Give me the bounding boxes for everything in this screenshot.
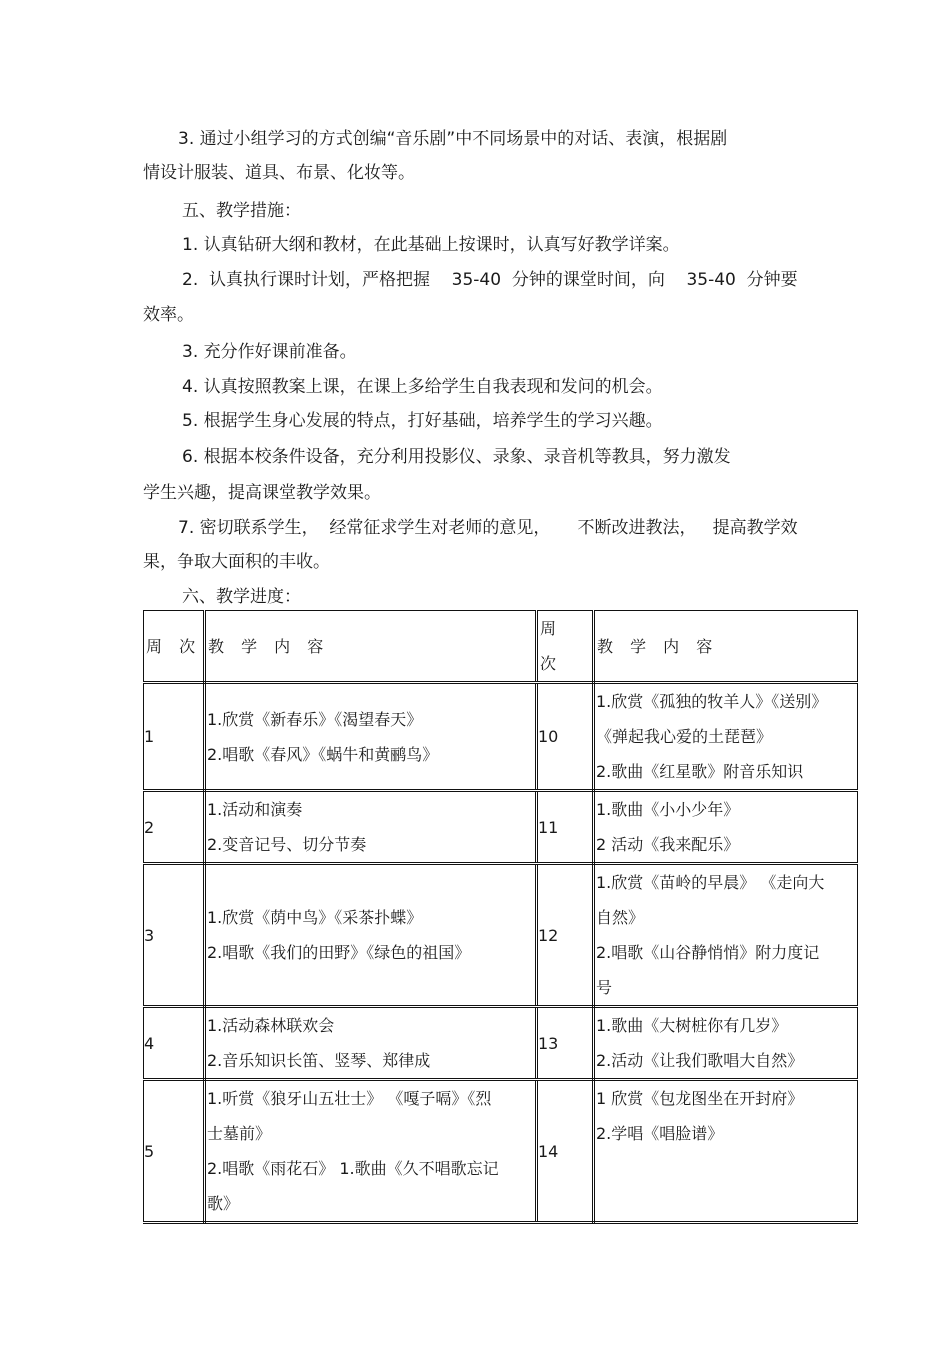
week-cell: 4 <box>144 1007 205 1080</box>
header-week: 周 次 <box>144 611 205 683</box>
content-line <box>595 1151 857 1186</box>
content-line: 1.歌曲《小小少年》 <box>596 800 740 819</box>
content-line: 2.唱歌《山谷静悄悄》附力度记 <box>596 943 820 962</box>
table-row <box>144 1007 858 1080</box>
content-line: 1.听赏《狼牙山五壮士》 《嘎子嗝》《烈 <box>207 1089 492 1108</box>
para-line: 学生兴趣，提高课堂教学效果。 <box>143 483 381 503</box>
para-line: 效率。 <box>143 305 194 325</box>
para-line: 情设计服装、道具、布景、化妆等。 <box>143 163 415 183</box>
content-line: 2.唱歌《雨花石》 1.歌曲《久不唱歌忘记 <box>207 1159 499 1178</box>
content-cell <box>594 683 858 791</box>
content-cell <box>594 791 858 864</box>
table-row <box>144 864 858 1007</box>
table-row <box>144 791 858 864</box>
content-line <box>595 1186 857 1221</box>
week-cell: 11 <box>537 791 594 864</box>
content-cell <box>594 864 858 1007</box>
content-line: 2.音乐知识长笛、竖琴、郑律成 <box>207 1051 431 1070</box>
para-line: 4. 认真按照教案上课，在课上多给学生自我表现和发问的机会。 <box>182 377 663 397</box>
table-row <box>144 683 858 791</box>
content-line: 士墓前》 <box>207 1124 272 1143</box>
section-heading: 六、教学进度： <box>182 587 301 607</box>
content-cell <box>205 683 537 791</box>
content-line: 1.欣赏《孤独的牧羊人》《送别》 <box>596 692 828 711</box>
content-line: 2.变音记号、切分节奏 <box>207 835 367 854</box>
content-cell <box>594 1080 858 1223</box>
content-line: 号 <box>596 978 613 997</box>
content-line: 1 欣赏《包龙图坐在开封府》 <box>596 1089 804 1108</box>
para-line: 3. 通过小组学习的方式创编“音乐剧”中不同场景中的对话、表演，根据剧 <box>178 129 728 149</box>
content-cell <box>205 864 537 1007</box>
content-line: 自然》 <box>596 908 645 927</box>
header-content: 教 学 内 容 <box>594 611 858 683</box>
para-line: 6. 根据本校条件设备，充分利用投影仪、录象、录音机等教具，努力激发 <box>182 447 731 467</box>
week-cell: 14 <box>537 1080 594 1223</box>
content-line: 1.活动森林联欢会 <box>207 1016 335 1035</box>
content-line: 1.欣赏《荫中鸟》《采茶扑蝶》 <box>207 908 423 927</box>
content-line: 1.欣赏《苗岭的早晨》 《走向大 <box>596 873 825 892</box>
content-cell <box>205 1080 537 1223</box>
header-content: 教 学 内 容 <box>205 611 537 683</box>
section-heading: 五、教学措施： <box>182 201 301 221</box>
content-line: 歌》 <box>207 1194 240 1213</box>
schedule-table <box>143 610 858 1224</box>
week-cell: 10 <box>537 683 594 791</box>
header-week: 周 次 <box>537 611 594 683</box>
content-line: 《弹起我心爱的土琵琶》 <box>596 727 773 746</box>
para-line: 果，争取大面积的丰收。 <box>143 552 330 572</box>
para-line: 2. 认真执行课时计划，严格把握 35-40 分钟的课堂时间，向 35-40 分钟要 <box>182 270 798 290</box>
week-cell: 5 <box>144 1080 205 1223</box>
week-cell: 12 <box>537 864 594 1007</box>
content-line: 1.活动和演奏 <box>207 800 303 819</box>
content-line: 2 活动《我来配乐》 <box>596 835 740 854</box>
table-header-row <box>144 611 858 683</box>
table-row <box>144 1080 858 1223</box>
para-line: 3. 充分作好课前准备。 <box>182 342 357 362</box>
content-line: 2.歌曲《红星歌》附音乐知识 <box>596 762 804 781</box>
content-line: 2.唱歌《我们的田野》《绿色的祖国》 <box>207 943 471 962</box>
week-cell: 13 <box>537 1007 594 1080</box>
content-line: 2.活动《让我们歌唱大自然》 <box>596 1051 804 1070</box>
content-cell <box>205 1007 537 1080</box>
week-cell: 3 <box>144 864 205 1007</box>
content-cell <box>594 1007 858 1080</box>
content-line: 2.唱歌《春风》《蜗牛和黄鹂鸟》 <box>207 744 439 764</box>
week-cell: 1 <box>144 683 205 791</box>
para-line: 7. 密切联系学生， 经常征求学生对老师的意见， 不断改进教法， 提高教学效 <box>178 518 798 538</box>
week-cell: 2 <box>144 791 205 864</box>
para-line: 5. 根据学生身心发展的特点，打好基础，培养学生的学习兴趣。 <box>182 411 663 431</box>
content-line: 1.欣赏《新春乐》《渴望春天》 <box>207 709 423 729</box>
para-line: 1. 认真钻研大纲和教材，在此基础上按课时，认真写好教学详案。 <box>182 235 680 255</box>
content-line: 1.歌曲《大树桩你有几岁》 <box>596 1016 788 1035</box>
content-cell <box>205 791 537 864</box>
content-line: 2.学唱《唱脸谱》 <box>596 1124 724 1143</box>
